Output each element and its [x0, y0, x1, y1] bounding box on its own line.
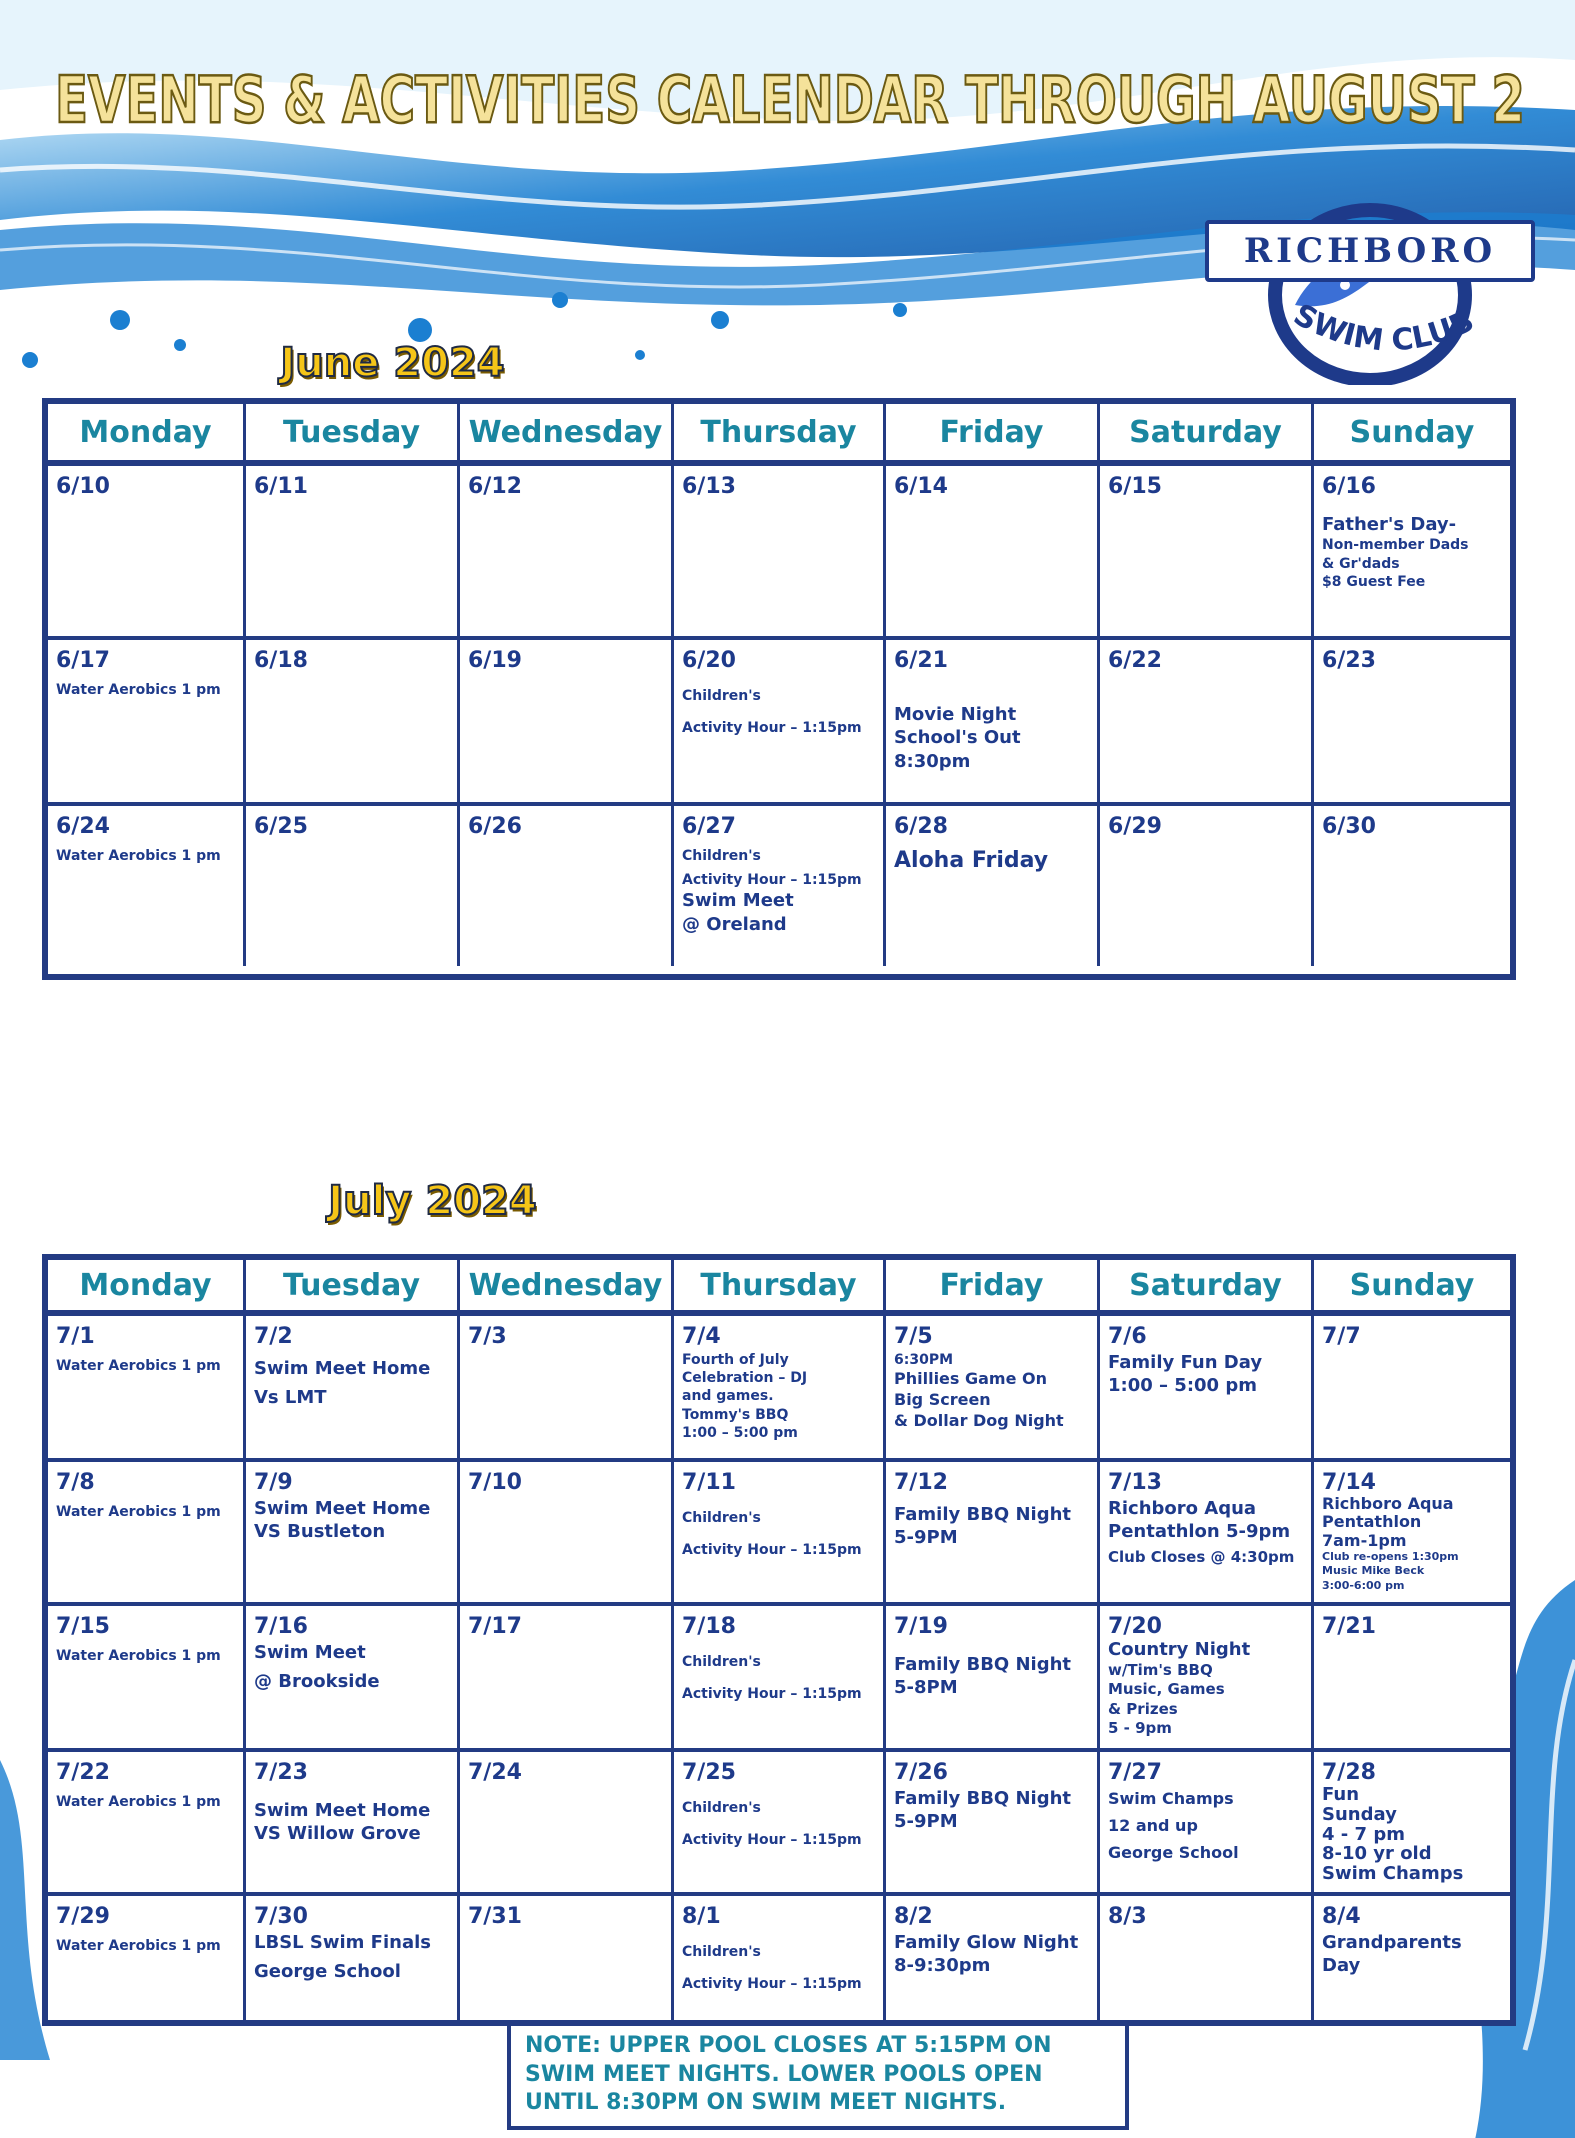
day-cell	[1100, 1752, 1314, 1896]
event-text: w/Tim's BBQ	[1108, 1660, 1213, 1679]
day-cell	[886, 1606, 1100, 1752]
event-text: Children's	[682, 1800, 761, 1816]
calendar-week-row	[48, 1462, 1510, 1606]
richboro-swim-club-logo	[1205, 185, 1535, 385]
day-cell	[460, 1752, 674, 1896]
event-text: Children's	[682, 848, 761, 864]
day-date: 7/12	[894, 1470, 948, 1495]
day-date: 7/23	[254, 1760, 308, 1785]
event-text: $8 Guest Fee	[1322, 573, 1426, 590]
day-date: 7/22	[56, 1760, 110, 1785]
weekday-header: Sunday	[1314, 404, 1510, 466]
event-text: Activity Hour – 1:15pm	[682, 720, 862, 737]
event-text: Water Aerobics 1 pm	[56, 848, 221, 864]
day-date: 7/6	[1108, 1324, 1147, 1349]
event-text: Family BBQ Night	[894, 1654, 1072, 1675]
event-text: VS Willow Grove	[254, 1823, 421, 1845]
day-cell	[1314, 1316, 1510, 1462]
weekday-header: Friday	[886, 1260, 1100, 1316]
day-cell	[674, 1462, 886, 1606]
weekday-header: Sunday	[1314, 1260, 1510, 1316]
june-calendar	[42, 398, 1516, 980]
event-text: Activity Hour – 1:15pm	[682, 872, 862, 889]
day-date: 7/24	[468, 1760, 522, 1785]
day-cell	[246, 1606, 460, 1752]
day-cell	[1100, 1896, 1314, 2022]
event-text: Activity Hour – 1:15pm	[682, 1686, 862, 1703]
event-text: Water Aerobics 1 pm	[56, 682, 221, 698]
day-date: 6/15	[1108, 474, 1162, 499]
event-text: 1:00 – 5:00 pm	[1108, 1375, 1257, 1397]
day-date: 7/28	[1322, 1760, 1376, 1785]
event-text: Music, Games	[1108, 1680, 1225, 1699]
event-text: Activity Hour – 1:15pm	[682, 1976, 862, 1993]
event-text: George School	[1108, 1842, 1239, 1862]
day-cell	[674, 640, 886, 806]
event-text: Club Closes @ 4:30pm	[1108, 1547, 1295, 1566]
day-date: 6/12	[468, 474, 522, 499]
day-date: 8/4	[1322, 1904, 1361, 1929]
page-title	[55, 40, 1535, 150]
day-cell	[246, 1896, 460, 2022]
day-date: 7/10	[468, 1470, 522, 1495]
day-date: 7/18	[682, 1614, 736, 1639]
day-date: 6/22	[1108, 648, 1162, 673]
day-cell	[886, 1316, 1100, 1462]
day-cell	[460, 466, 674, 640]
event-text: Celebration – DJ	[682, 1370, 808, 1387]
day-date: 7/19	[894, 1614, 948, 1639]
day-cell	[48, 806, 246, 966]
event-text: Children's	[682, 1654, 761, 1670]
event-text: Big Screen	[894, 1389, 991, 1409]
day-date: 6/11	[254, 474, 308, 499]
event-text: Grandparents	[1322, 1932, 1462, 1953]
event-text: 8-9:30pm	[894, 1955, 991, 1977]
page-title-text: EVENTS & ACTIVITIES CALENDAR THROUGH AUGUST 2	[55, 64, 1525, 138]
event-text: Richboro Aqua	[1322, 1494, 1454, 1513]
day-date: 6/24	[56, 814, 110, 839]
event-text: Day	[1322, 1955, 1361, 1977]
day-date: 7/21	[1322, 1614, 1376, 1639]
day-cell	[1100, 640, 1314, 806]
day-cell	[48, 1896, 246, 2022]
event-text: 7am-1pm	[1322, 1530, 1407, 1550]
day-cell	[246, 640, 460, 806]
day-cell	[460, 806, 674, 966]
event-text: Water Aerobics 1 pm	[56, 1504, 221, 1520]
june-month-title: June 2024	[280, 340, 505, 386]
event-text: 5-9PM	[894, 1527, 958, 1549]
swim-meet-note: NOTE: UPPER POOL CLOSES AT 5:15PM ON SWIM MEET NIGHTS. LOWER POOLS OPEN UNTIL 8:30PM ON SWIM MEET NIGHTS.	[507, 2026, 1129, 2130]
day-date: 8/3	[1108, 1904, 1147, 1929]
event-text: Tommy's BBQ	[682, 1406, 789, 1423]
day-date: 7/30	[254, 1904, 308, 1929]
day-cell	[48, 1606, 246, 1752]
weekday-header: Thursday	[674, 404, 886, 466]
event-text: Children's	[682, 1944, 761, 1960]
event-text: Pentathlon 5-9pm	[1108, 1521, 1291, 1543]
day-cell	[1314, 1896, 1510, 2022]
day-cell	[460, 1316, 674, 1462]
day-date: 7/4	[682, 1324, 721, 1349]
event-text: 12 and up	[1108, 1815, 1198, 1835]
event-text: @ Brookside	[254, 1671, 380, 1693]
event-text: Fun	[1322, 1784, 1360, 1805]
day-date: 6/23	[1322, 648, 1376, 673]
calendar-week-row	[48, 1896, 1510, 2022]
day-date: 6/26	[468, 814, 522, 839]
calendar-week-row	[48, 1752, 1510, 1896]
weekday-header: Monday	[48, 1260, 246, 1316]
event-text: Aloha Friday	[894, 848, 1049, 873]
day-cell	[246, 1316, 460, 1462]
calendar-week-row	[48, 806, 1510, 966]
event-text: Swim Meet Home	[254, 1498, 431, 1519]
day-date: 7/31	[468, 1904, 522, 1929]
day-cell	[1314, 1752, 1510, 1896]
day-date: 6/25	[254, 814, 308, 839]
logo-subtitle-text: SWIM CLUB	[1287, 300, 1480, 359]
event-text: 5-9PM	[894, 1811, 958, 1833]
day-date: 7/3	[468, 1324, 507, 1349]
event-text: VS Bustleton	[254, 1521, 386, 1543]
day-cell	[460, 1462, 674, 1606]
day-date: 7/5	[894, 1324, 933, 1349]
event-text: LBSL Swim Finals	[254, 1932, 431, 1953]
event-text: Vs LMT	[254, 1387, 327, 1409]
day-cell	[1314, 806, 1510, 966]
event-text: Family Fun Day	[1108, 1352, 1263, 1373]
day-date: 6/14	[894, 474, 948, 499]
day-date: 6/29	[1108, 814, 1162, 839]
weekday-header: Friday	[886, 404, 1100, 466]
weekday-header: Saturday	[1100, 404, 1314, 466]
day-date: 6/27	[682, 814, 736, 839]
event-text: Richboro Aqua	[1108, 1498, 1257, 1519]
event-text: Water Aerobics 1 pm	[56, 1794, 221, 1810]
event-text: Swim Meet Home	[254, 1800, 431, 1821]
day-date: 6/13	[682, 474, 736, 499]
day-cell	[48, 1752, 246, 1896]
weekday-header-row	[48, 404, 1510, 466]
event-text: Fourth of July	[682, 1352, 789, 1368]
event-text: Non-member Dads	[1322, 537, 1469, 554]
event-text: @ Oreland	[682, 913, 787, 935]
event-text: 1:00 – 5:00 pm	[682, 1424, 798, 1441]
weekday-header: Tuesday	[246, 404, 460, 466]
event-text: Water Aerobics 1 pm	[56, 1938, 221, 1954]
weekday-header: Tuesday	[246, 1260, 460, 1316]
day-cell	[1100, 466, 1314, 640]
event-text: School's Out	[894, 727, 1021, 749]
weekday-header: Thursday	[674, 1260, 886, 1316]
day-date: 6/30	[1322, 814, 1376, 839]
day-cell	[674, 1896, 886, 2022]
day-cell	[48, 466, 246, 640]
event-text: Music Mike Beck	[1322, 1564, 1425, 1578]
day-date: 7/27	[1108, 1760, 1162, 1785]
day-date: 7/16	[254, 1614, 308, 1639]
day-cell	[674, 1606, 886, 1752]
event-text: Children's	[682, 688, 761, 704]
day-date: 6/16	[1322, 474, 1376, 499]
event-text: Family BBQ Night	[894, 1504, 1072, 1525]
day-cell	[48, 1316, 246, 1462]
day-cell	[1100, 1316, 1314, 1462]
day-cell	[48, 1462, 246, 1606]
event-text: & Dollar Dog Night	[894, 1410, 1064, 1430]
day-date: 6/10	[56, 474, 110, 499]
day-date: 7/1	[56, 1324, 95, 1349]
event-text: & Prizes	[1108, 1699, 1178, 1718]
event-text: Club re-opens 1:30pm	[1322, 1550, 1459, 1564]
day-cell	[246, 1462, 460, 1606]
calendar-week-row	[48, 1316, 1510, 1462]
day-date: 7/9	[254, 1470, 293, 1495]
day-cell	[674, 806, 886, 966]
day-cell	[460, 640, 674, 806]
day-cell	[886, 1896, 1100, 2022]
event-text: Water Aerobics 1 pm	[56, 1648, 221, 1664]
event-text: 8-10 yr old	[1322, 1843, 1432, 1865]
event-text: Swim Meet	[682, 890, 794, 912]
day-date: 7/14	[1322, 1470, 1376, 1495]
event-text: Family BBQ Night	[894, 1788, 1072, 1809]
day-cell	[886, 466, 1100, 640]
event-text: Sunday	[1322, 1803, 1397, 1825]
weekday-header: Wednesday	[460, 404, 674, 466]
day-date: 6/19	[468, 648, 522, 673]
event-text: 4 - 7 pm	[1322, 1823, 1405, 1845]
day-date: 7/13	[1108, 1470, 1162, 1495]
day-date: 7/17	[468, 1614, 522, 1639]
event-text: Phillies Game On	[894, 1369, 1048, 1389]
event-text: Country Night	[1108, 1639, 1251, 1660]
day-cell	[1314, 466, 1510, 640]
event-text: Water Aerobics 1 pm	[56, 1358, 221, 1374]
day-date: 8/1	[682, 1904, 721, 1929]
event-text: 5-8PM	[894, 1677, 958, 1699]
day-date: 7/20	[1108, 1614, 1162, 1639]
event-text: Swim Champs	[1322, 1863, 1464, 1885]
day-date: 7/8	[56, 1470, 95, 1495]
day-date: 8/2	[894, 1904, 933, 1929]
logo-subtitle	[1265, 300, 1515, 380]
day-cell	[1314, 1606, 1510, 1752]
day-cell	[674, 1316, 886, 1462]
day-cell	[460, 1896, 674, 2022]
day-cell	[674, 1752, 886, 1896]
day-date: 7/2	[254, 1324, 293, 1349]
day-cell	[48, 640, 246, 806]
day-date: 6/20	[682, 648, 736, 673]
calendar-week-row	[48, 1606, 1510, 1752]
event-text: Activity Hour – 1:15pm	[682, 1832, 862, 1849]
event-text: Swim Meet	[254, 1642, 366, 1663]
day-date: 6/18	[254, 648, 308, 673]
event-text: Father's Day-	[1322, 514, 1457, 535]
day-date: 7/11	[682, 1470, 736, 1495]
day-date: 7/29	[56, 1904, 110, 1929]
weekday-header-row	[48, 1260, 1510, 1316]
day-cell	[886, 1462, 1100, 1606]
day-cell	[886, 640, 1100, 806]
day-date: 7/15	[56, 1614, 110, 1639]
event-text: Pentathlon	[1322, 1512, 1422, 1532]
day-cell	[1100, 1462, 1314, 1606]
day-cell	[886, 1752, 1100, 1896]
calendar-week-row	[48, 640, 1510, 806]
july-month-title: July 2024	[328, 1178, 537, 1224]
day-cell	[246, 1752, 460, 1896]
day-cell	[674, 466, 886, 640]
calendar-week-row	[48, 466, 1510, 640]
event-text: Swim Meet Home	[254, 1358, 431, 1379]
event-text: 5 - 9pm	[1108, 1719, 1172, 1738]
event-text: and games.	[682, 1388, 774, 1405]
day-date: 7/7	[1322, 1324, 1361, 1349]
day-cell	[1314, 640, 1510, 806]
event-text: Swim Champs	[1108, 1789, 1234, 1808]
day-cell	[1100, 1606, 1314, 1752]
svg-text:SWIM CLUB	[1288, 300, 1480, 358]
day-cell	[1314, 1462, 1510, 1606]
event-text: & Gr'dads	[1322, 555, 1400, 572]
event-text: 6:30PM	[894, 1352, 954, 1368]
event-text: Movie Night	[894, 704, 1017, 725]
day-date: 6/17	[56, 648, 110, 673]
event-text: Children's	[682, 1510, 761, 1526]
event-text: 8:30pm	[894, 750, 971, 772]
event-text: Activity Hour – 1:15pm	[682, 1542, 862, 1559]
event-text: Family Glow Night	[894, 1932, 1079, 1953]
weekday-header: Saturday	[1100, 1260, 1314, 1316]
day-date: 7/26	[894, 1760, 948, 1785]
day-cell	[1100, 806, 1314, 966]
event-text: George School	[254, 1961, 401, 1983]
logo-wordmark: RICHBORO	[1205, 220, 1535, 282]
day-cell	[886, 806, 1100, 966]
day-cell	[246, 806, 460, 966]
day-date: 6/21	[894, 648, 948, 673]
event-text: 3:00-6:00 pm	[1322, 1578, 1405, 1592]
day-cell	[460, 1606, 674, 1752]
weekday-header: Wednesday	[460, 1260, 674, 1316]
july-calendar	[42, 1254, 1516, 2026]
weekday-header: Monday	[48, 404, 246, 466]
day-date: 7/25	[682, 1760, 736, 1785]
day-date: 6/28	[894, 814, 948, 839]
day-cell	[246, 466, 460, 640]
